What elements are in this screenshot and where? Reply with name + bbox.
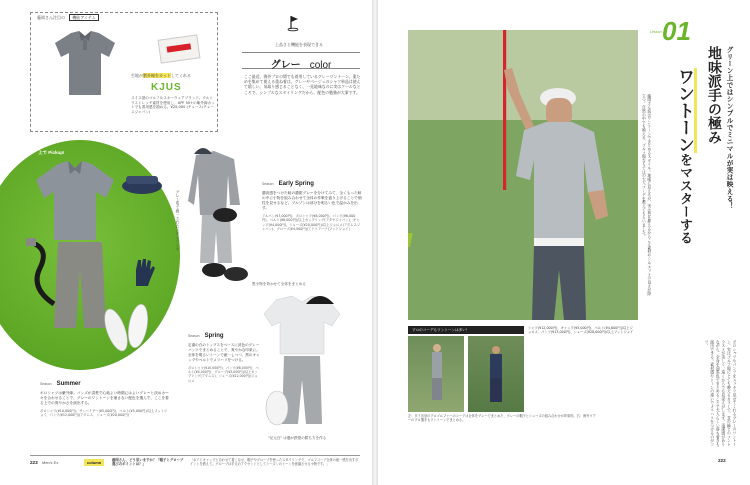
column-body-text: ポロシャツやパンツをスッキリ見せてくれるグレーのワントーン。実はゴルフ場にとても映えるカラーで、芝の緑とのコントラストが美しく、遠くからでも見栄えがします。清潔感がありながら、全身を同系色でまとめることで大人らしい落ち着きも演出できる。素材感やトーンの違いでメリハリをつけるのがコツ。: [705, 340, 738, 447]
spring-credits: ポロシャツ(¥10,000円)、パンツ(¥8,000円)、ベルト(¥4,000円)、グローブ(¥3,000円)/以上カップリング(アダムス)、シューズ(¥22,000円)/ジョロメ: [188, 365, 259, 383]
spring-body: 定番の白のトップスをベースに淡色のグレーパンツでまとめることで、爽やかな印象に。全体を明るいトーンで統一しつつ、黒のキャップやベルトでメリハリをつける。: [188, 343, 260, 362]
kjus-desc: [131, 73, 215, 78]
hat-note: 黒小物を効かせて全体をまとめる: [252, 282, 306, 286]
title-line-3: をマスターする: [677, 153, 692, 244]
title-line-2: [672, 68, 697, 308]
white-shoes-image: [100, 298, 155, 358]
spring-season-label: Season: [188, 334, 200, 338]
grey-color-section: [230, 14, 365, 134]
spring-shoes-image: [262, 388, 292, 428]
grey-title: [242, 52, 360, 69]
right-page: [378, 0, 750, 485]
grey-body-text: ここ最近、海外プロの間でも着用しているグレーワントーン。重ためを集めて使える重ね着は、グレーやベージュのシャツ単品は使えて嬉しい。気取り感じることなく、一見地味なのに実はクールなところで、シンプルなスタイリングだから、配色の勉強が大事です。: [244, 74, 361, 95]
left-page-number: 223: [30, 460, 38, 465]
grey-subtitle: 上品さと機能を表現できる: [275, 42, 323, 47]
kjus-box-tag: 機能アイテム: [69, 14, 98, 21]
pro-golfer-2-image: [468, 336, 524, 412]
pro-thumbnail-1: [408, 336, 464, 412]
black-cap-image: [302, 288, 338, 308]
right-page-number: 222: [718, 458, 726, 463]
navy-cap-image: [192, 142, 214, 158]
early-spring-block: [262, 170, 362, 232]
kjus-desc-pre: 生地が: [131, 73, 143, 78]
golf-flag-icon: [284, 14, 302, 32]
pro-thumbnails: [408, 336, 524, 412]
grey-title-ja: グレー: [270, 60, 301, 71]
left-page: [0, 0, 372, 485]
styling-side-note: グレー系で統一されたスタイリング: [176, 190, 181, 251]
left-footer: [30, 455, 360, 477]
black-shoes-image: [200, 250, 250, 290]
lesson-label: Lesson: [650, 30, 662, 34]
kjus-polo-shirt-image: [49, 27, 121, 99]
column-answer: 「ネイドキャップと合わせて着こなせ、帽子やグローブを使ったスタイリングで、ゴルフコーデ全体の統一感を出すポイントを教えて。グローブは手元のアクセントとしてシーズンのトーンを意識させる小物です。」: [190, 458, 359, 467]
spring-block: [188, 322, 260, 383]
photo-caption: シャツ(¥12,000円)、キャップ(¥5,000円)、ベルト(¥4,800円)/以上ジョロメ、パンツ(¥13,000円)、シューズ(¥28,000円)/以上フットジョイ: [528, 326, 634, 335]
golfer-photo-illustration: [408, 30, 638, 320]
summer-credits: ポロシャツ(¥10,000円)、サンバイザー(¥5,000円)、ベルト(¥5,000円)/以上フットジョイ、パンツ(¥12,000円)/アダムス、シューズ(¥20,000円): [40, 409, 168, 418]
early-spring-title: Early Spring: [278, 181, 314, 187]
title-keyword: ワントーン: [674, 68, 697, 153]
pro-golfer-1-image: [408, 336, 464, 412]
kjus-feature-box: [30, 12, 218, 132]
golfer-photo: [408, 30, 638, 320]
kjus-desc-highlight: 紫外線をカット: [143, 73, 171, 78]
early-spring-body: 濃淡感をつけた暗の濃紺グレーを分けてみて、全くもった暗の中に小物を組み合わせて全体の作戦を盛り上げることで個性を見せるなど。ブルゾンは部分を明るい色で温かみを出す。: [262, 191, 362, 210]
grey-title-en: color: [309, 60, 332, 71]
lesson-number: 01: [662, 16, 691, 46]
column-question: 藤岡さん、どう思いますか？「帽子とグローブ選びのポイントは？」: [112, 458, 184, 467]
summer-body: ポロシャツは紫外線。バンズが清楚で心地よい時期にはよいグレーと淡めカーキを合わせることで、グレーのワントーンを崩さない配色を選んで、ここを着る上での爽やかさを演出する。: [40, 391, 169, 405]
pickup-label: 上で Pickup!: [38, 150, 65, 155]
kjus-label-tag-image: [158, 34, 201, 63]
black-glove-image: [210, 205, 240, 225]
kjus-body-text: スイス発のゴルフ＆スキーウェアブランド。ウルトラストレッチ素材を使用し、UPF 50+の紫外線カットでも着用感を損ねる。¥25,000 (チュース/チュースジャパン): [131, 96, 215, 114]
pro-thumb-caption: 左：タイ出身のプロゴルファーのコーデは全体をグレーでまとめた、グレーの帽子とシューズの組み合わせが印象的。右：海外ツアーのプロ選手もワントーンでまとめる。: [408, 414, 596, 423]
kjus-desc-post: してくれる: [170, 73, 191, 78]
lead-text: 藤岡さん流はワントーンでまとめるスタイル。地味に見えるが、実は色を抑えるからこそ素材やシルエットの良さが際立つ。自然の中でも映える、ゴルフ場ならではの大人コーデを教えてもらいました。: [642, 94, 653, 296]
navy-glove-image: [132, 258, 156, 288]
shoe-note: "足元白" は曇が鉄壁の勝ち方を作る: [268, 436, 327, 440]
title-line-1: 地味派手の極み: [706, 46, 722, 144]
summer-season-label: Season: [40, 382, 52, 386]
lesson-subtitle: グリーン上ではシンプルでミニマルが実は映える！: [725, 46, 733, 210]
kjus-box-header-text: 藤岡さん注目の: [37, 15, 65, 20]
summer-block: [40, 370, 170, 418]
column-tag: column: [84, 459, 104, 466]
pro-coord-label: プロのコーデもワントーンは多い！: [408, 326, 524, 334]
kjus-brand-name: KJUS: [151, 82, 182, 93]
pro-thumbnail-2: [468, 336, 524, 412]
early-spring-season-label: Season: [262, 182, 274, 186]
visor-image: [120, 170, 164, 196]
spring-title: Spring: [204, 333, 224, 339]
early-spring-credits: アルパン(¥7,000円)、ポロシャツ(¥8,000円)、パンツ(¥6,000円)、ベルト(¥8,000円)/以上カップリング(アタヤジャパン)、キャップ(¥4,000円)、シューズ(¥20,000円)/以上ジョロメ(アダムスジャパン)、グローブ(¥4,500円)/アドリアーナ(フットジョイ): [262, 214, 361, 232]
kjus-box-header: [37, 15, 207, 20]
summer-title: Summer: [56, 381, 81, 387]
summer-polo-shirt-image: [30, 158, 120, 244]
magazine-name: Men's Ex: [42, 460, 59, 465]
